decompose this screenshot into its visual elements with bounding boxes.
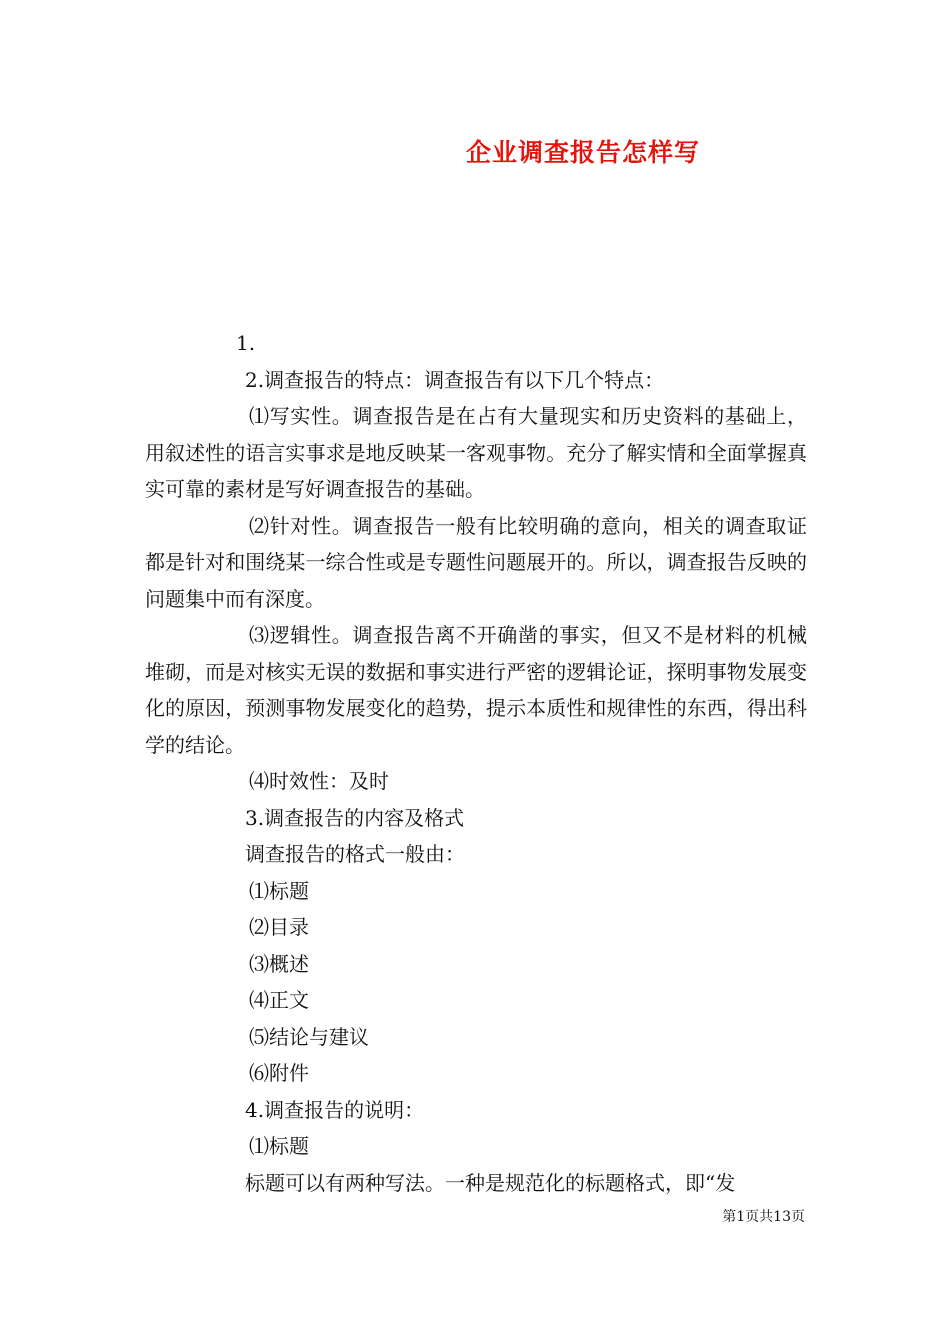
paragraph-7: 3.调查报告的内容及格式 [245,805,465,830]
paragraph-4: ⑵针对性。调查报告一般有比较明确的意向，相关的调查取证都是针对和围绕某一综合性或是专题性问题展开的。所以，调查报告反映的问题集中而有深度。 [145,513,807,611]
document-title: 企业调查报告怎样写 [465,138,700,167]
paragraph-8: 调查报告的格式一般由： [245,842,465,866]
list-item-1: ⑴标题 [249,878,309,903]
paragraph-5: ⑶逻辑性。调查报告离不开确凿的事实，但又不是材料的机械堆砌，而是对核实无误的数据和事实进行严密的逻辑论证，探明事物发展变化的原因，预测事物发展变化的趋势，提示本质性和规律性的东西，得出科学的结论。 [145,623,807,757]
paragraph-10: ⑴标题 [249,1134,309,1158]
document-body [145,325,807,1201]
list-item-6: ⑹附件 [249,1061,309,1085]
paragraph-3: ⑴写实性。调查报告是在占有大量现实和历史资料的基础上，用叙述性的语言实事求是地反映某一客观事物。充分了解实情和全面掌握真实可靠的素材是写好调查报告的基础。 [145,404,807,501]
paragraph-1: 1. [236,331,256,355]
list-item-4: ⑷正文 [249,988,309,1012]
paragraph-2: 2.调查报告的特点：调查报告有以下几个特点： [245,367,665,392]
list-item-3: ⑶概述 [249,951,309,976]
list-item-2: ⑵目录 [249,915,309,939]
paragraph-6: ⑷时效性：及时 [249,769,389,793]
paragraph-9: 4.调查报告的说明： [245,1097,425,1122]
page-footer: 第1页共13页 [722,1209,805,1225]
paragraph-11: 标题可以有两种写法。一种是规范化的标题格式，即“发 [245,1170,736,1195]
list-item-5: ⑸结论与建议 [249,1024,369,1049]
